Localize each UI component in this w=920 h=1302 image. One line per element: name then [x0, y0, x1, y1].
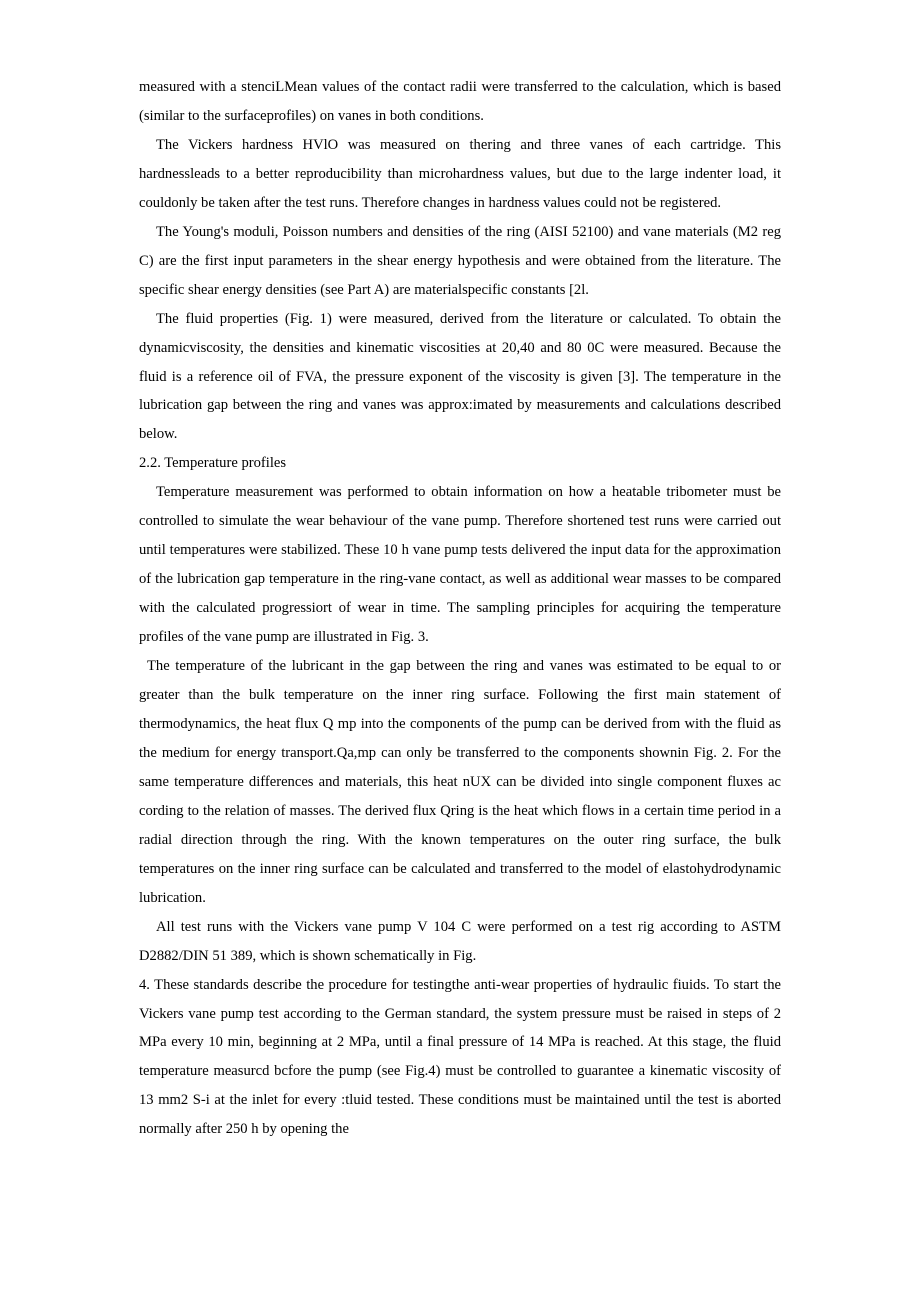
paragraph-contact-radii: measured with a stenciLMean values of the contact radii were transferred to the calculation, which is based (similar to the surfaceprofiles) on vanes in both conditions.	[139, 79, 781, 124]
document-page	[139, 73, 781, 1144]
paragraph-test-rig: All test runs with the Vickers vane pump V 104 C were performed on a test rig according to ASTM D2882/DIN 51 389, which is shown schematically in Fig.	[139, 918, 781, 964]
paragraph-temperature-measurement: Temperature measurement was performed to obtain information on how a heatable tribometer must be controlled to simulate the wear behaviour of the vane pump. Therefore shortened test runs were carried out until temperatures were stabilized. These 10 h vane pump tests delivered the input data for the approximation of the lubrication gap temperature in the ring-vane contact, as well as additional wear masses to be compared with the calculated progressiort of wear in time. The sampling principles for acquiring the temperature profiles of the vane pump are illustrated in Fig. 3.	[139, 484, 781, 646]
paragraph-vickers-hardness: The Vickers hardness HVlO was measured on thering and three vanes of each cartridge. This hardnessleads to a better reproducibility than microhardness values, but due to the large indenter load, it couldonly be taken after the test runs. Therefore changes in hardness values could not be registered.	[139, 136, 781, 211]
paragraph-material-properties: The Young's moduli, Poisson numbers and densities of the ring (AISI 52100) and vane materials (M2 reg C) are the first input parameters in the shear energy hypothesis and were obtained from the literature. The specific shear energy densities (see Part A) are materialspecific constants [2l.	[139, 223, 781, 298]
paragraph-fluid-properties: The fluid properties (Fig. 1) were measured, derived from the literature or calculated. To obtain the dynamicviscosity, the densities and kinematic viscosities at 20,40 and 80 0C were measured. Because the fluid is a reference oil of FVA, the pressure exponent of the viscosity is given [3]. The temperature in the lubrication gap between the ring and vanes was approx:imated by measurements and calculations described below.	[139, 310, 781, 443]
paragraph-lubricant-temperature: The temperature of the lubricant in the gap between the ring and vanes was estimated to be equal to or greater than the bulk temperature on the inner ring surface. Following the first main statement of thermodynamics, the heat flux Q mp into the components of the pump can be derived from with the fluid as the medium for energy transport.Qa,mp can only be transferred to the components shownin Fig. 2. For the same temperature differences and materials, this heat nUX can be divided into single component fluxes ac cording to the relation of masses. The derived flux Qring is the heat which flows in a certain time period in a radial direction through the ring. With the known temperatures on the outer ring surface, the bulk temperatures on the inner ring surface can be calculated and transferred to the model of elastohydrodynamic lubrication.	[139, 658, 781, 906]
section-heading-temperature-profiles: 2.2. Temperature profiles	[139, 455, 287, 472]
paragraph-test-standards: 4. These standards describe the procedure for testingthe anti-wear properties of hydraulic fiuids. To start the Vickers vane pump test according to the German standard, the system pressure must be raised in steps of 2 MPa every 10 min, beginning at 2 MPa, until a final pressure of 14 MPa is reached. At this stage, the fluid temperature measurcd bcfore the pump (see Fig.4) must be controlled to guarantee a kinematic viscosity of 13 mm2 S-i at the inlet for every :tluid tested. These conditions must be maintained until the test is aborted normally after 250 h by opening the	[139, 976, 781, 1138]
